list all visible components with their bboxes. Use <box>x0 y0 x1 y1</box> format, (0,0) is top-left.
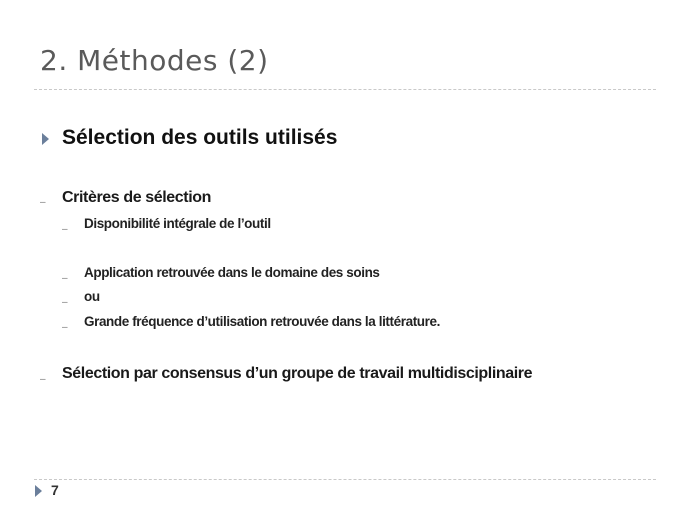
dash-icon: – <box>62 322 68 333</box>
level2-item-or: ou <box>84 289 100 304</box>
level1-item-consensus: Sélection par consensus d’un groupe de travail multidisciplinaire <box>62 365 533 382</box>
dash-icon: – <box>62 297 68 308</box>
level2-item-application: Application retrouvée dans le domaine des soins <box>84 265 380 280</box>
level1-item-criteria: Critères de sélection <box>62 189 211 206</box>
dash-icon: – <box>40 374 46 385</box>
triangle-right-icon <box>42 133 49 145</box>
slide-title: 2. Méthodes (2) <box>40 44 269 77</box>
level2-item-availability: Disponibilité intégrale de l’outil <box>84 216 271 231</box>
dash-icon: – <box>40 197 46 208</box>
dash-icon: – <box>62 224 68 235</box>
page-number: 7 <box>51 482 59 498</box>
level2-item-frequency: Grande fréquence d’utilisation retrouvée dans la littérature. <box>84 314 440 329</box>
title-divider <box>34 89 656 90</box>
footer-divider <box>34 479 656 480</box>
main-bullet-text: Sélection des outils utilisés <box>62 126 338 149</box>
triangle-right-icon <box>35 485 42 497</box>
dash-icon: – <box>62 273 68 284</box>
